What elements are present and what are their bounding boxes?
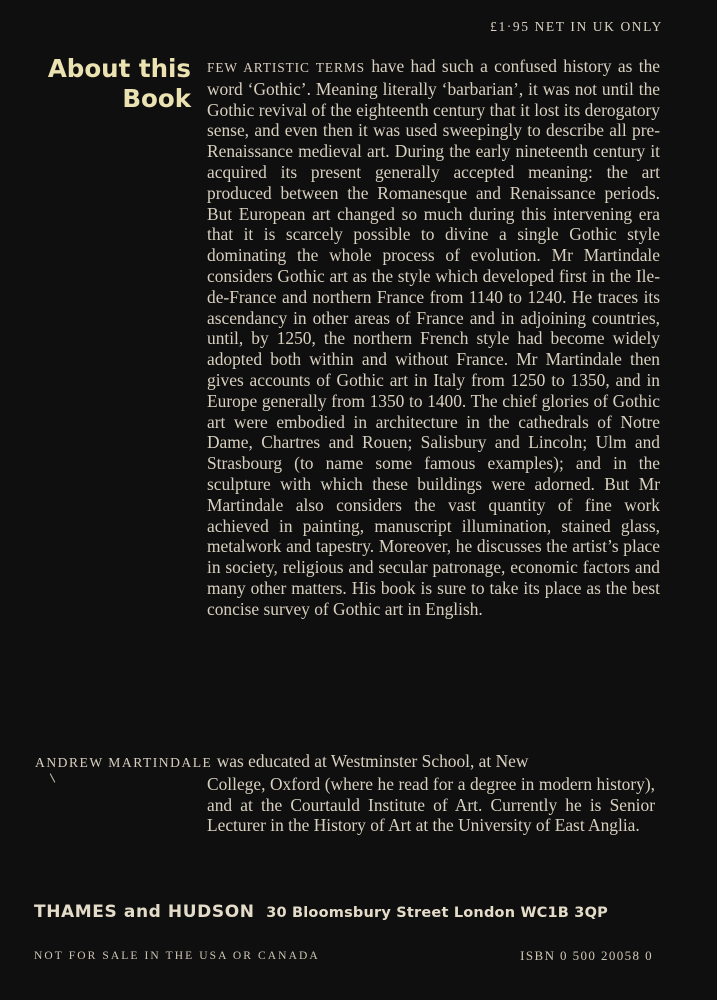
book-description bbox=[207, 56, 660, 620]
sales-restriction: NOT FOR SALE IN THE USA OR CANADA bbox=[34, 950, 320, 962]
description-text: have had such a confused history as the word ‘Gothic’. Meaning literally ‘barbarian’, it was not until the Gothic revival of the eighteenth century that it lost its derogatory sense, and even then it was used sweepingly to describe all pre-Renaissance medieval art. During the early nineteenth century it acquired its present generally accepted meaning: the art produced between the Romanesque and Renaissance periods. But European art changed so much during this intervening era that it is scarcely possible to divine a single Gothic style dominating the whole process of evolution. Mr Martindale considers Gothic art as the style which developed first in the Ile-de-France and northern France from 1140 to 1240. He traces its ascendancy in other areas of France and in adjoining countries, until, by 1250, the northern French style had become widely adopted both within and without France. Mr Martindale then gives accounts of Gothic art in Italy from 1250 to 1350, and in Europe generally from 1350 to 1400. The chief glories of Gothic art were embodied in architecture in the cathedrals of Notre Dame, Chartres and Rouen; Salisbury and Lincoln; Ulm and Strasbourg (to name some famous examples); and in the sculpture with which these buildings were adorned. But Mr Martindale also considers the vast quantity of fine work achieved in painting, manuscript illumination, stained glass, metalwork and tapestry. Moreover, he discusses the artist’s place in society, religious and secular patronage, economic factors and many other matters. His book is sure to take its place as the best concise survey of Gothic art in English. bbox=[207, 56, 660, 619]
heading-line-1: About this bbox=[47, 54, 191, 83]
price-label: £1·95 NET IN UK ONLY bbox=[490, 19, 663, 34]
author-bio-first-line bbox=[35, 751, 655, 774]
isbn-number: ISBN 0 500 20058 0 bbox=[520, 948, 653, 963]
section-heading bbox=[20, 54, 191, 114]
author-name: ANDREW MARTINDALE bbox=[35, 755, 213, 770]
heading-line-2: Book bbox=[122, 84, 191, 113]
author-bio-text: College, Oxford (where he read for a degree in modern history), and at the Courtauld Institute of Art. Currently he is Senior Lecturer in the History of Art at the University of East Anglia. bbox=[207, 773, 655, 836]
publisher-name: THAMES and HUDSON bbox=[34, 902, 255, 922]
description-lead-small-caps: FEW ARTISTIC TERMS bbox=[207, 60, 365, 75]
author-biography bbox=[35, 751, 655, 836]
publisher-address: 30 Bloomsbury Street London WC1B 3QP bbox=[266, 905, 608, 921]
publisher-line bbox=[34, 902, 674, 922]
author-bio-opening: was educated at Westminster School, at New bbox=[212, 751, 529, 771]
